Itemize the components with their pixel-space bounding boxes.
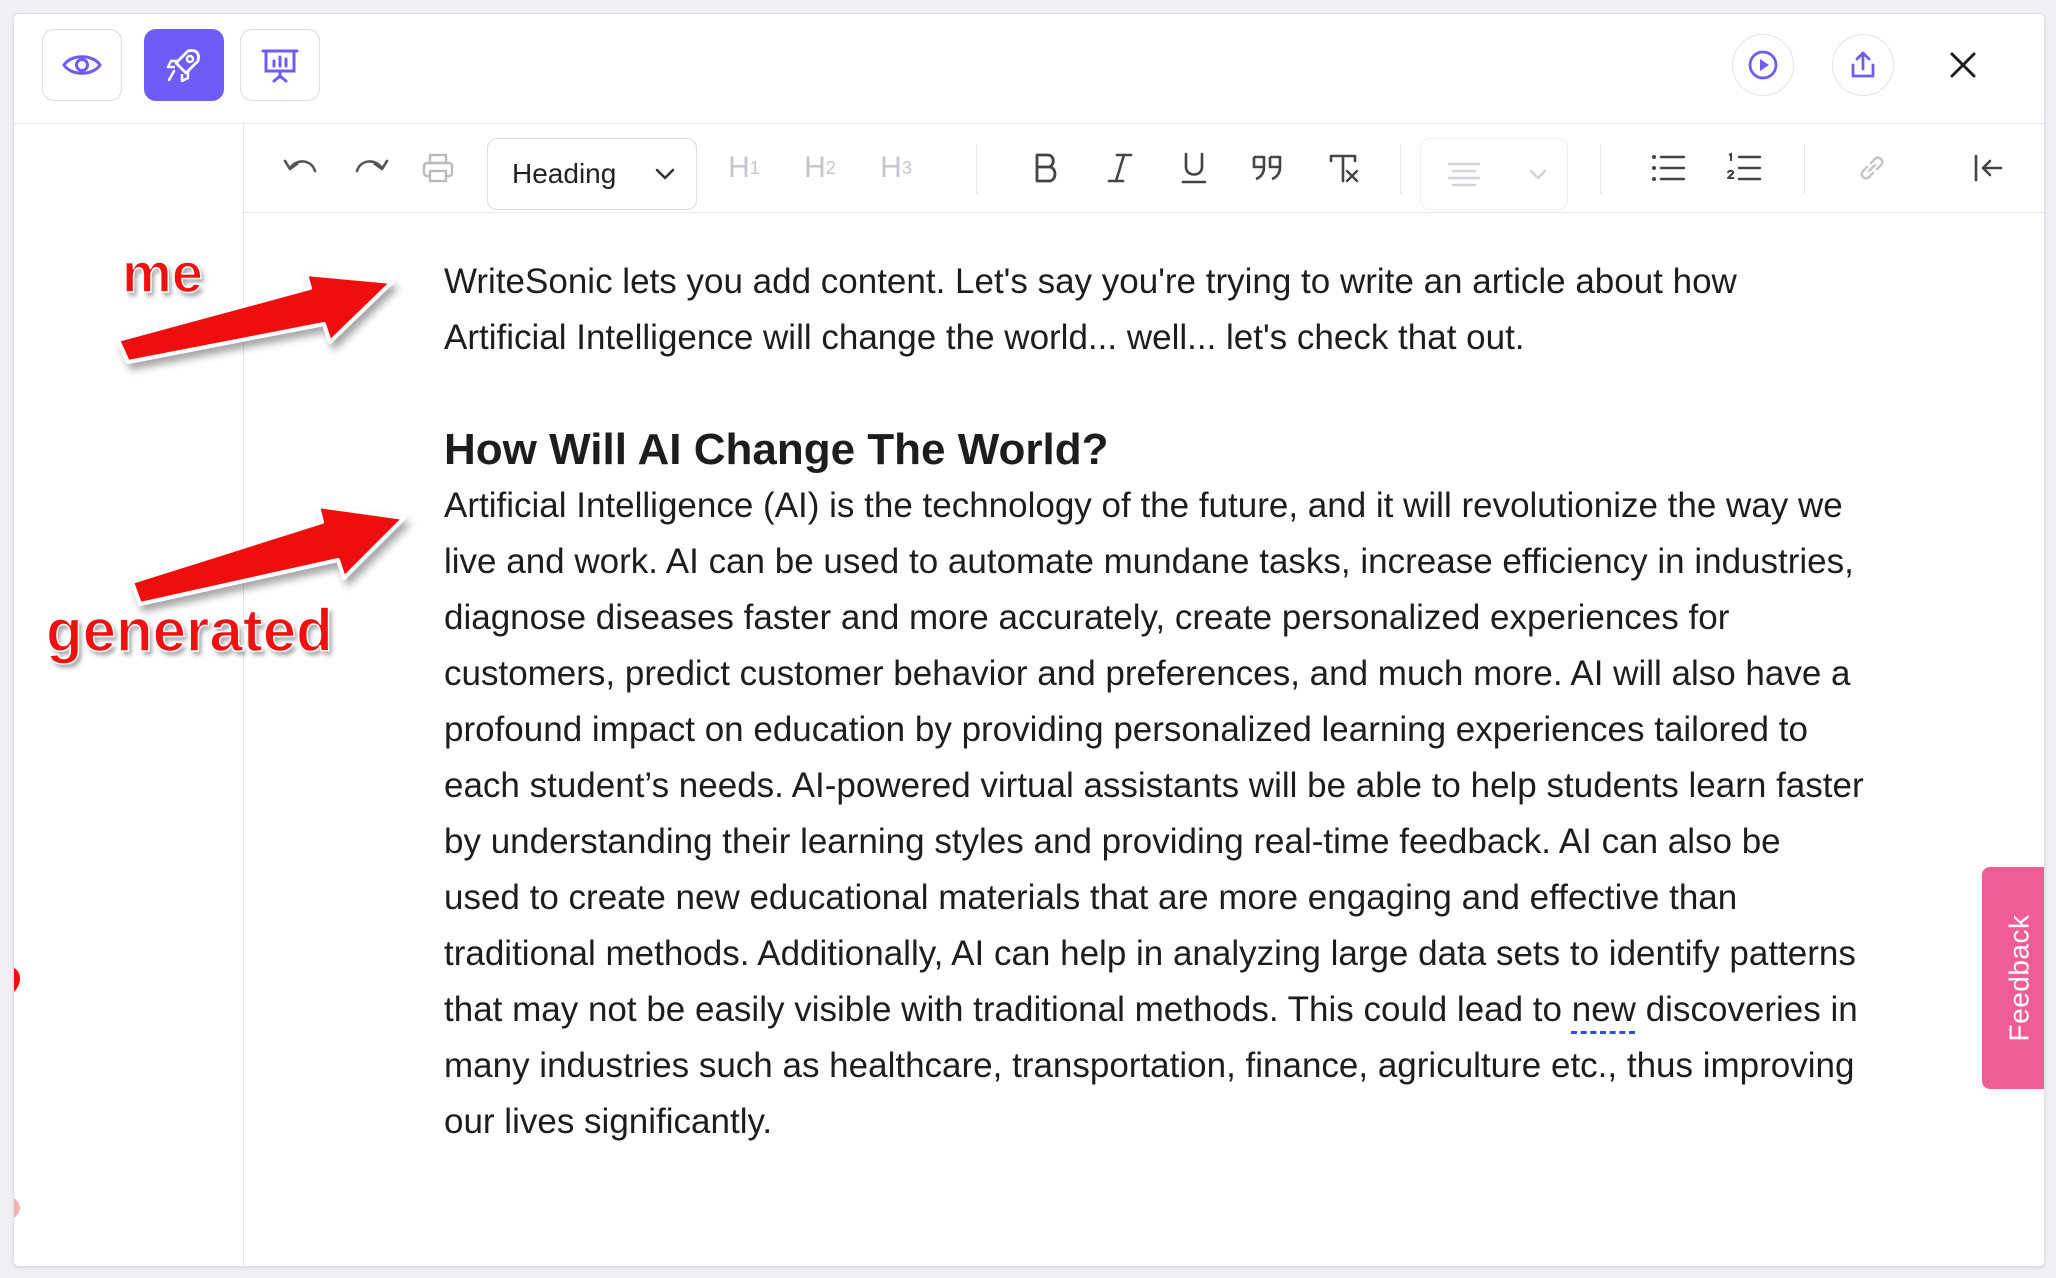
arrow-to-generated [132, 506, 404, 604]
generated-text-part1: Artificial Intelligence (AI) is the technology of the future, and it will revolutionize the way we live and work. AI can be used to automate mundane tasks, increase efficiency in industries, diagnose diseases faster and more accurately, create personalized experiences for customers, predict customer behavior and preferences, and much more. AI will also have a profound impact on education by providing personalized learning experiences tailored to each student’s needs. AI-powered virtual assistants will be able to help students learn faster by understanding their learning styles and providing real-time feedback. AI can also be used to create new educational materials that are more engaging and effective than traditional methods. Additionally, AI can help in analyzing large data sets to identify patterns that may not be easily visible with traditional methods. This could lead to [444, 486, 1864, 1029]
intro-paragraph[interactable]: WriteSonic lets you add content. Let's say you're trying to write an article about how Artificial Intelligence will change the world... well... let's check that out. [444, 262, 1737, 357]
annotation-me: me [122, 241, 203, 304]
h2-label: H [804, 151, 826, 184]
article-heading[interactable]: How Will AI Change The World? [444, 425, 1109, 474]
generated-text-part2: discoveries in many industries such as healthcare, transportation, finance, agriculture etc., thus improving our lives significantly. [444, 990, 1858, 1141]
spellcheck-flagged-word[interactable]: new [1571, 990, 1636, 1029]
h3-label: H [880, 151, 902, 184]
h1-sub: 1 [749, 157, 760, 178]
h1-label: H [728, 151, 750, 184]
feedback-label: Feedback [2003, 914, 2035, 1042]
h3-sub: 3 [901, 157, 912, 178]
h2-sub: 2 [825, 157, 836, 178]
block-type-value: Heading [512, 158, 617, 189]
annotation-generated: generated [46, 597, 333, 664]
